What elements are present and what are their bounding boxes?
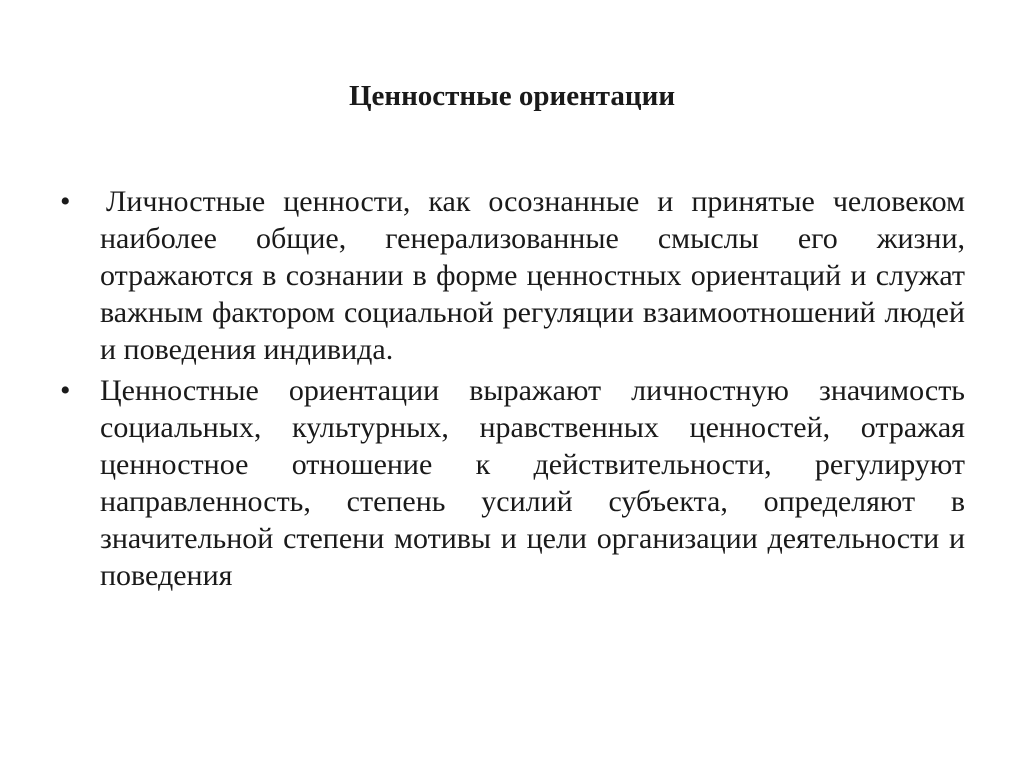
bullet-dot-icon: •: [60, 185, 71, 218]
bullet-item-1: [60, 183, 965, 368]
bullet-list: [60, 183, 965, 598]
bullet-dot-icon: •: [60, 374, 71, 407]
bullet-item-2: [60, 372, 965, 594]
bullet-text-1: Личностные ценности, как осознанные и принятые человеком наиболее общие, генерализованные смыслы его жизни, отражаются в сознании в форме ценностных ориентаций и служат важным фактором социальной регуляции взаимоотношений людей и поведения индивида.: [100, 185, 965, 366]
slide-title: Ценностные ориентации: [348, 80, 676, 112]
bullet-text-2: Ценностные ориентации выражают личностную значимость социальных, культурных, нравственных ценностей, отражая ценностное отношение к действительности, регулируют направленность, степень усилий субъекта, определяют в значительной степени мотивы и цели организации деятельности и поведения: [100, 374, 965, 592]
